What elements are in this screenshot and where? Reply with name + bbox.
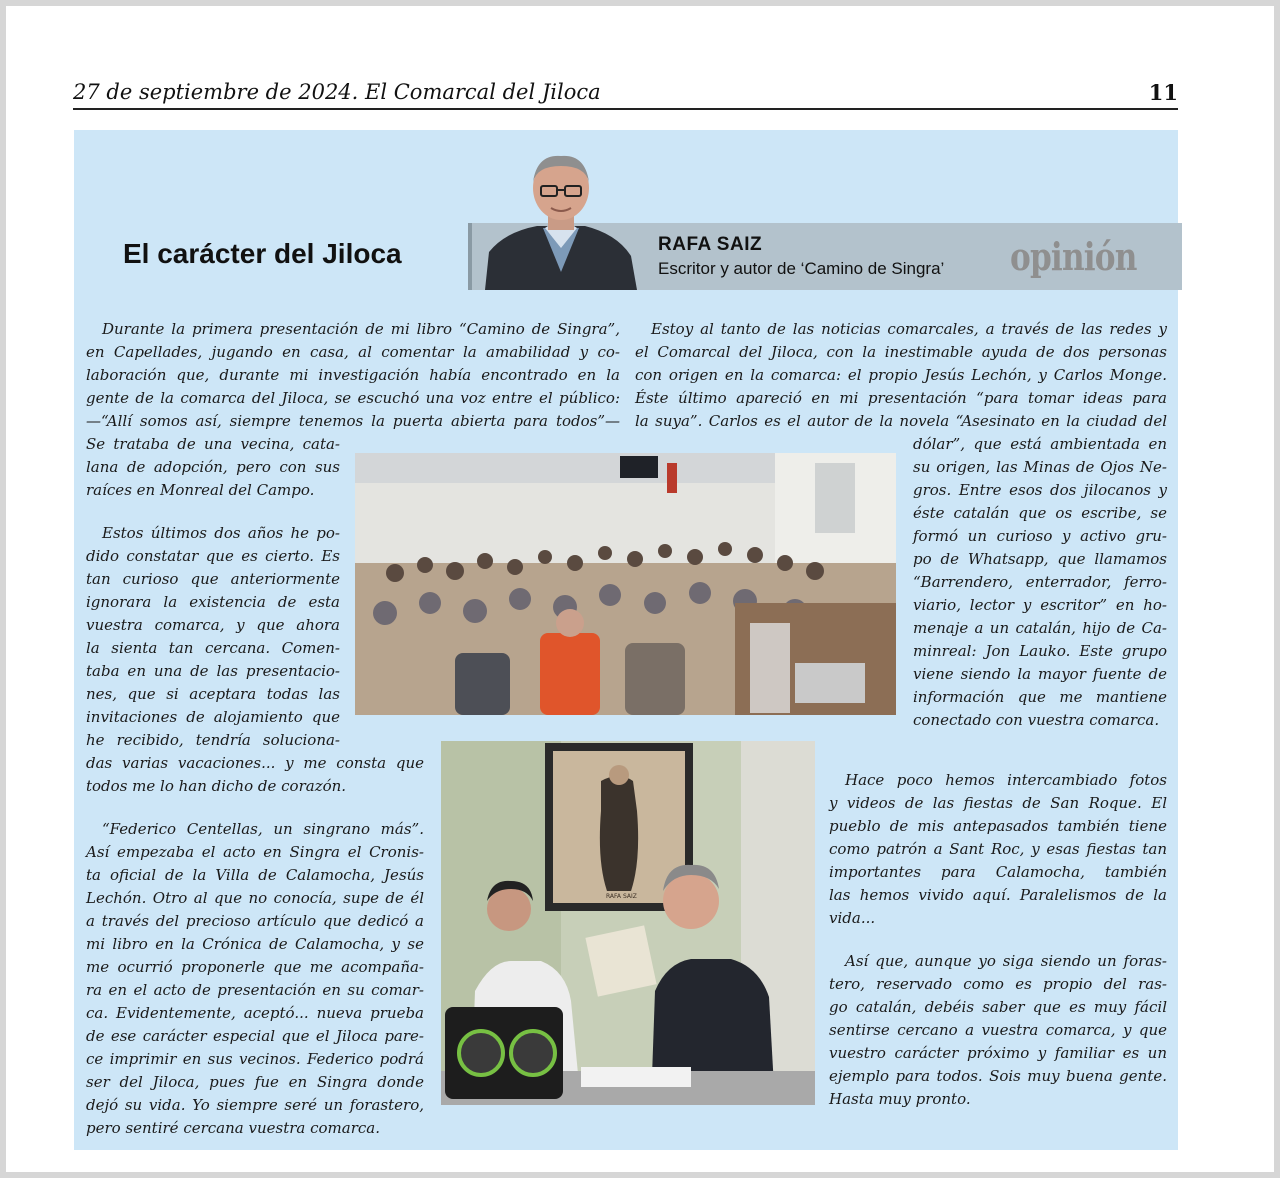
article-text-line: Éste último apareció en mi presentación “para tomar ideas para bbox=[635, 389, 1167, 407]
page-number: 11 bbox=[1148, 80, 1178, 105]
article-text-line: Lechón. Otro al que no conocía, supe de él bbox=[86, 889, 424, 907]
speakers-photo bbox=[441, 741, 815, 1105]
article-text-line: minreal: Jon Lauko. Este grupo bbox=[913, 642, 1167, 660]
article-text-line: go catalán, debéis saber que es muy fácil bbox=[829, 998, 1167, 1016]
article-text-line: pueblo de mis antepasados también tiene bbox=[829, 817, 1167, 835]
article-text-line: importantes para Calamocha, también bbox=[829, 863, 1167, 881]
article-text-line: formó un curioso y activo gru- bbox=[913, 527, 1167, 545]
article-text-line: tan curioso que anteriormente bbox=[86, 570, 340, 588]
header-rule bbox=[73, 108, 1178, 110]
article-text-line: menaje a un catalán, hijo de Ca- bbox=[913, 619, 1167, 637]
article-text-line: raíces en Monreal del Campo. bbox=[86, 481, 315, 499]
article-text-line: Así que, aunque yo siga siendo un foras- bbox=[845, 952, 1167, 970]
author-portrait bbox=[485, 152, 637, 290]
article-text-line: Hasta muy pronto. bbox=[829, 1090, 971, 1108]
article-text-line: vida... bbox=[829, 909, 876, 927]
article-text-line: como patrón a Sant Roc, y esas fiestas tan bbox=[829, 840, 1167, 858]
article-text-line: —“Allí somos así, siempre tenemos la puerta abierta para todos”— bbox=[86, 412, 620, 430]
article-text-line: laboración que, durante mi investigación había encontrado en la bbox=[86, 366, 620, 384]
article-text-line: la suya”. Carlos es el autor de la novela “Asesinato en la ciudad del bbox=[635, 412, 1167, 430]
article-text-line: gente de la comarca del Jiloca, se escuchó una voz entre el público: bbox=[86, 389, 620, 407]
article-text-line: éste catalán que os escribe, se bbox=[913, 504, 1167, 522]
article-text-line: conectado con vuestra comarca. bbox=[913, 711, 1160, 729]
article-text-line: Estos últimos dos años he po- bbox=[102, 524, 340, 542]
author-role: Escritor y autor de ‘Camino de Singra’ bbox=[658, 259, 945, 278]
audience-photo bbox=[355, 453, 896, 715]
article-text-line: ignorara la existencia de esta bbox=[86, 593, 340, 611]
article-text-line: Hace poco hemos intercambiado fotos bbox=[845, 771, 1167, 789]
article-text-line: po de Whatsapp, que llamamos bbox=[913, 550, 1167, 568]
article-text-line: dólar”, que está ambientada en bbox=[913, 435, 1167, 453]
article-text-line: dido constatar que es cierto. Es bbox=[86, 547, 340, 565]
article-text-line: en Capellades, jugando en casa, al comentar la amabilidad y co- bbox=[86, 343, 620, 361]
article-text-line: gros. Entre esos dos jilocanos y bbox=[913, 481, 1167, 499]
article-text-line: mi libro en la Crónica de Calamocha, y se bbox=[86, 935, 424, 953]
article-text-line: he recibido, tendría soluciona- bbox=[86, 731, 340, 749]
article-text-line: me ocurrió proponerle que me acompaña- bbox=[86, 958, 424, 976]
article-text-line: Así empezaba el acto en Singra el Cronis- bbox=[86, 843, 424, 861]
article-text-line: dejó su vida. Yo siempre seré un forastero, bbox=[86, 1096, 424, 1114]
article-text-line: vuestra comarca, y que ahora bbox=[86, 616, 340, 634]
article-text-line: tero, reservado como es propio del ras- bbox=[829, 975, 1167, 993]
article-text-line: todos me lo han dicho de corazón. bbox=[86, 777, 347, 795]
article-text-line: ra en el acto de presentación en su comar- bbox=[86, 981, 424, 999]
article-text-line: Se trataba de una vecina, cata- bbox=[86, 435, 340, 453]
article-text-line: con origen en la comarca: el propio Jesús Lechón, y Carlos Monge. bbox=[635, 366, 1167, 384]
article-text-line: Durante la primera presentación de mi libro “Camino de Singra”, bbox=[102, 320, 620, 338]
article-text-line: su origen, las Minas de Ojos Ne- bbox=[913, 458, 1167, 476]
article-text-line: ce imprimir en sus vecinos. Federico podrá bbox=[86, 1050, 424, 1068]
article-text-line: de ese carácter especial que el Jiloca pare- bbox=[86, 1027, 424, 1045]
framed-photo-caption: RAFA SAIZ bbox=[606, 893, 637, 900]
article-text-line: nes, que si aceptara todas las bbox=[86, 685, 340, 703]
article-text-line: Estoy al tanto de las noticias comarcales, a través de las redes y bbox=[651, 320, 1167, 338]
article-text-line: vuestro carácter próximo y familiar es un bbox=[829, 1044, 1167, 1062]
article-text-line: taba en una de las presentacio- bbox=[86, 662, 340, 680]
article-text-line: el Comarcal del Jiloca, con la inestimable ayuda de dos personas bbox=[635, 343, 1167, 361]
article-text-line: y videos de las fiestas de San Roque. El bbox=[829, 794, 1167, 812]
article-text-line: “Federico Centellas, un singrano más”. bbox=[102, 820, 424, 838]
article-text-line: “Barrendero, enterrador, ferro- bbox=[913, 573, 1167, 591]
article-text-line: información que me mantiene bbox=[913, 688, 1167, 706]
article-text-line: lana de adopción, pero con sus bbox=[86, 458, 340, 476]
article-text-line: pero sentiré cercana vuestra comarca. bbox=[86, 1119, 380, 1137]
article-text-line: invitaciones de alojamiento que bbox=[86, 708, 340, 726]
article-text-line: viene siendo la mayor fuente de bbox=[913, 665, 1167, 683]
article-text-line: las hemos vivido aquí. Paralelismos de la bbox=[829, 886, 1167, 904]
article-text-line: a través del precioso artículo que dedicó a bbox=[86, 912, 424, 930]
article-text-line: viario, lector y escritor” en ho- bbox=[913, 596, 1167, 614]
article-text-line: ser del Jiloca, pues fue en Singra donde bbox=[86, 1073, 424, 1091]
article-title: El carácter del Jiloca bbox=[123, 238, 402, 269]
article-text-line: ejemplo para todos. Sois muy buena gente. bbox=[829, 1067, 1167, 1085]
article-text-line: das varias vacaciones... y me consta que bbox=[86, 754, 424, 772]
header-date-publication: 27 de septiembre de 2024. El Comarcal del Jiloca bbox=[73, 80, 601, 104]
article-text-line: la sienta tan cercana. Comen- bbox=[86, 639, 340, 657]
author-name: RAFA SAIZ bbox=[658, 234, 763, 255]
article-text-line: sentirse cercano a vuestra comarca, y que bbox=[829, 1021, 1167, 1039]
article-text-line: ta oficial de la Villa de Calamocha, Jesús bbox=[86, 866, 424, 884]
article-text-line: ca. Evidentemente, aceptó... nueva prueba bbox=[86, 1004, 424, 1022]
section-label: opinión bbox=[1010, 234, 1137, 279]
